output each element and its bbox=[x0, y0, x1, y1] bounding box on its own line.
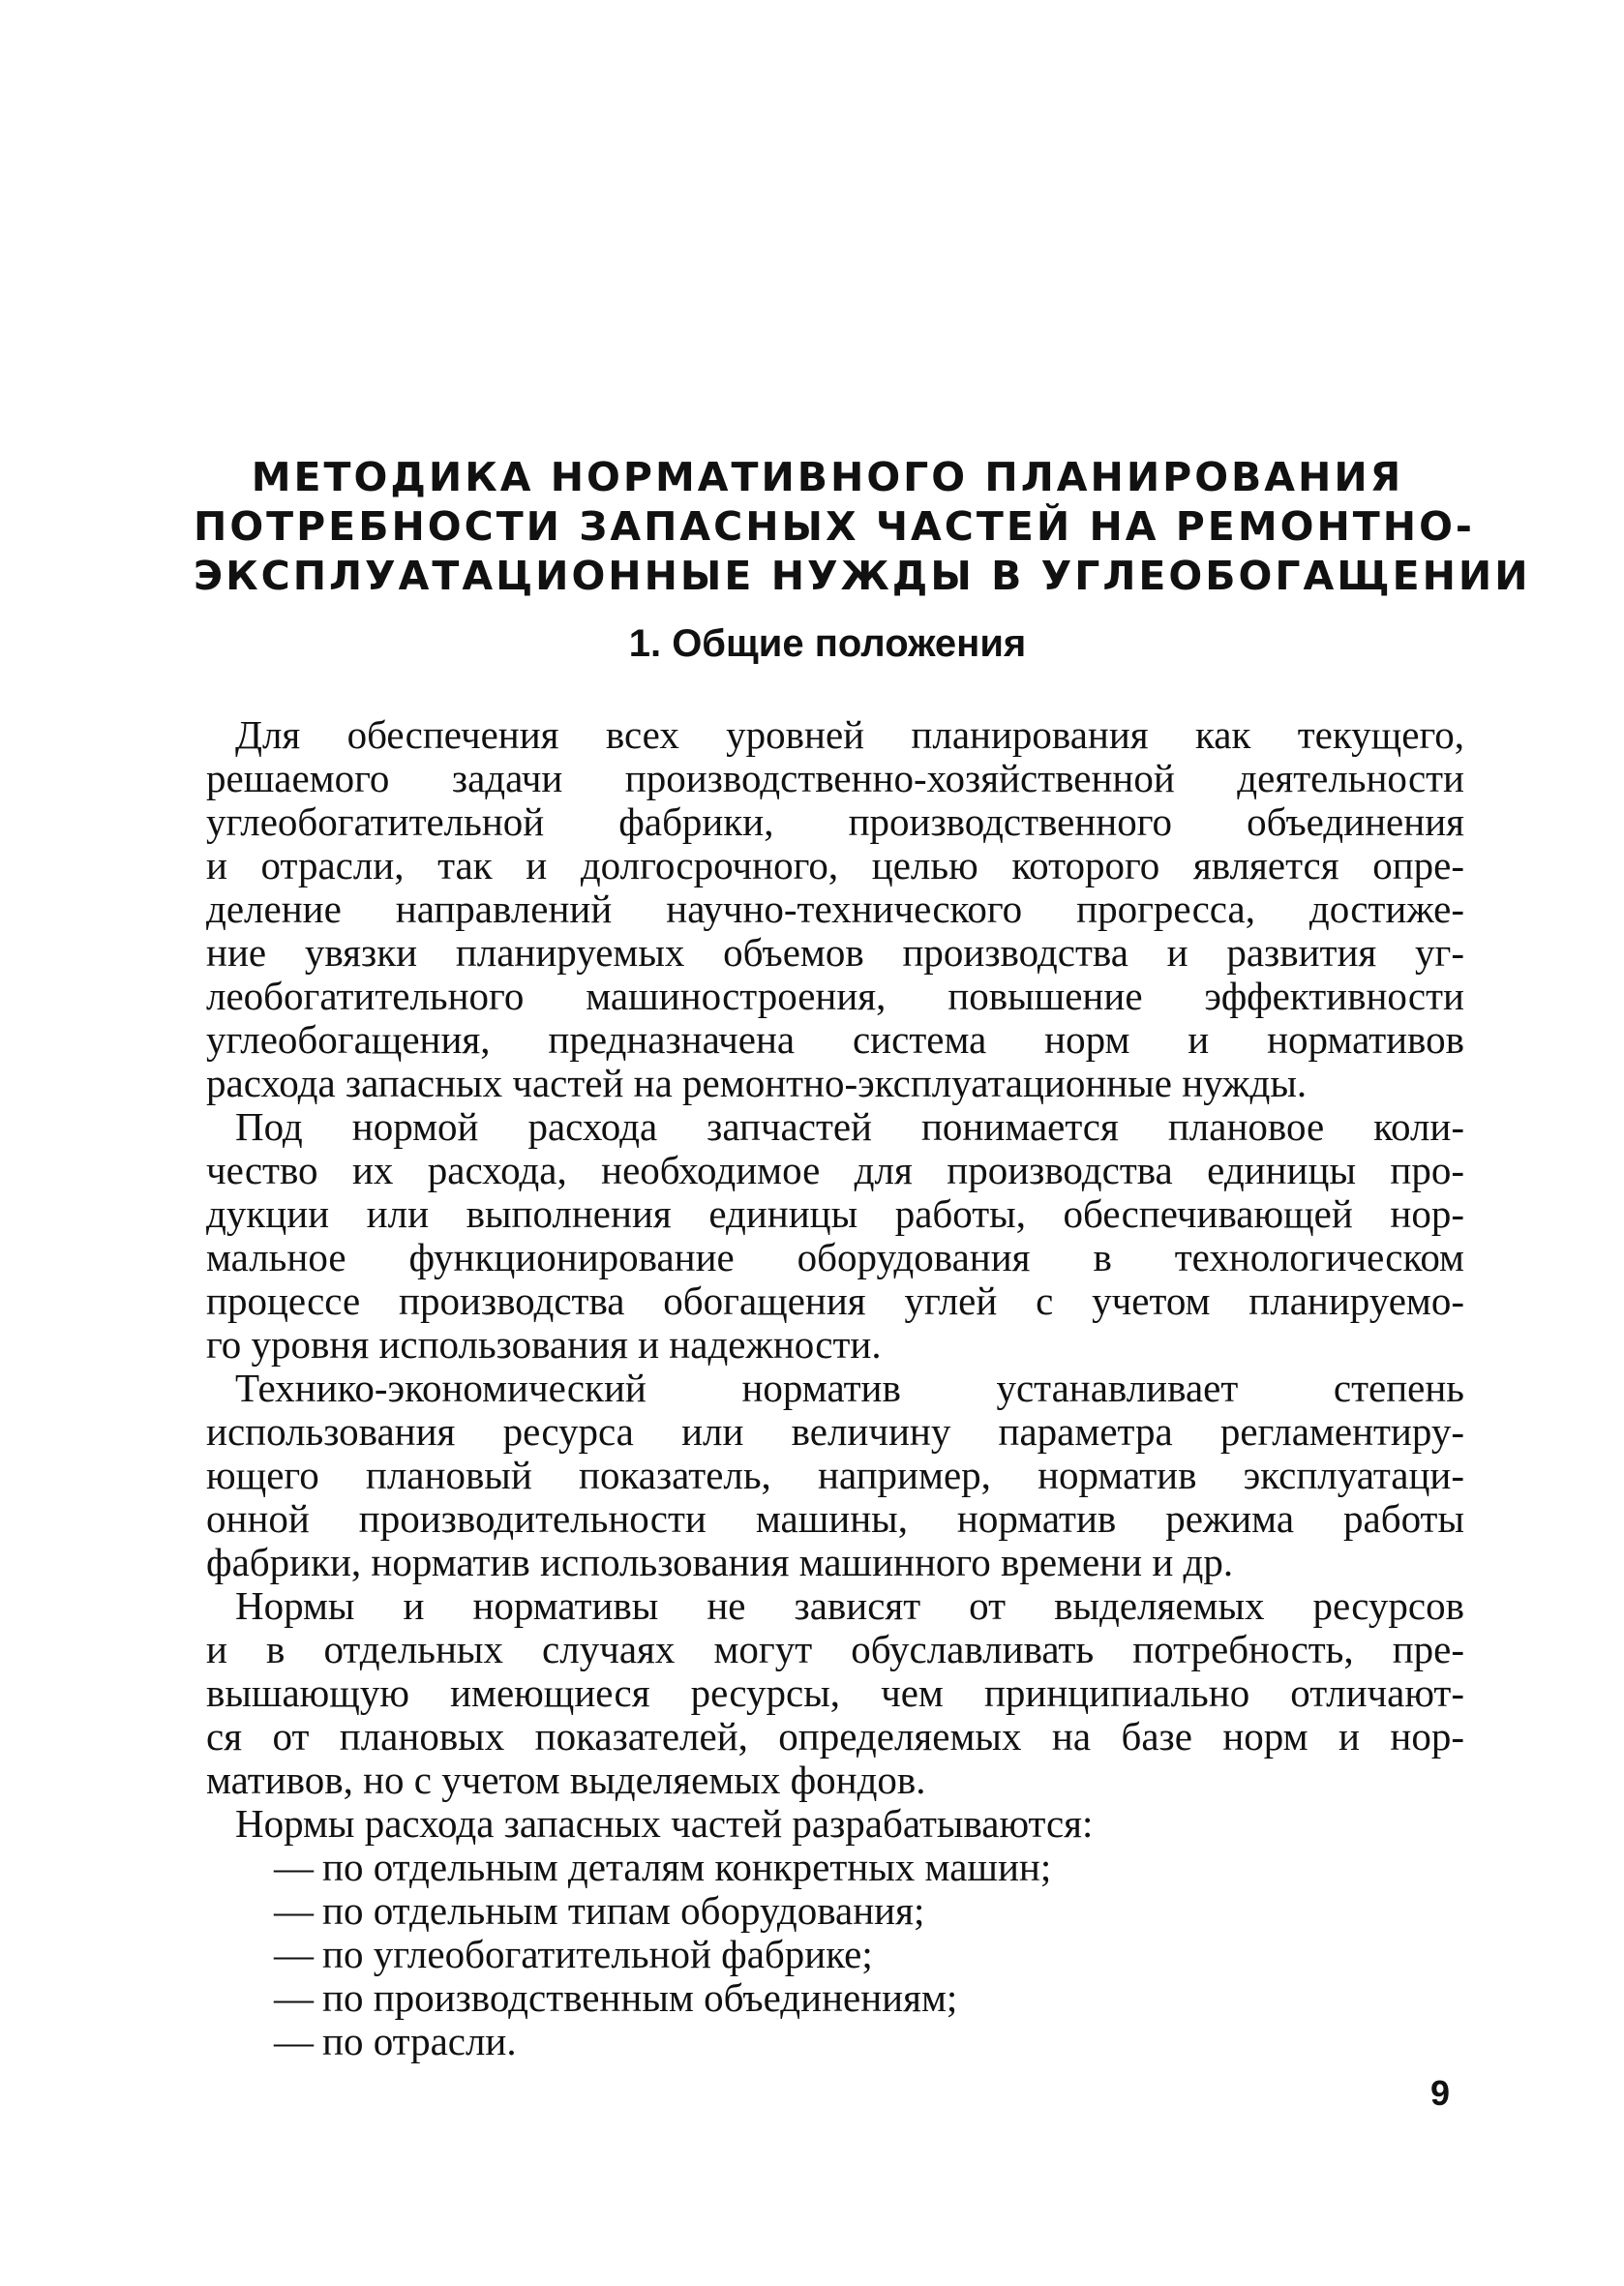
norms-list bbox=[206, 1846, 1464, 2063]
dash-marker: — bbox=[274, 1888, 314, 1933]
text-line: мальное функционирование оборудования в технологическом bbox=[206, 1235, 1464, 1279]
text-line: онной производительности машины, норматив режима работы bbox=[206, 1496, 1464, 1541]
list-item bbox=[274, 1976, 1464, 2020]
text-line: деление направлений научно-технического прогресса, достиже- bbox=[206, 887, 1464, 931]
list-item bbox=[274, 1933, 1464, 1976]
text-line: Нормы расхода запасных частей разрабатываются: bbox=[235, 1801, 1094, 1846]
list-item bbox=[274, 1846, 1464, 1889]
text-line: углеобогатительной фабрики, производственного объединения bbox=[206, 799, 1464, 844]
text-line: леобогатительного машиностроения, повышение эффективности bbox=[206, 974, 1464, 1018]
text-line: процессе производства обогащения углей с учетом планируемо- bbox=[206, 1278, 1464, 1323]
title-line: ПОТРЕБНОСТИ ЗАПАСНЫХ ЧАСТЕЙ НА РЕМОНТНО- bbox=[194, 503, 1475, 550]
list-item bbox=[274, 1889, 1464, 1933]
document-title bbox=[194, 453, 1531, 601]
list-item bbox=[274, 2020, 1464, 2063]
title-line: МЕТОДИКА НОРМАТИВНОГО ПЛАНИРОВАНИЯ bbox=[251, 454, 1404, 500]
page-number: 9 bbox=[1430, 2073, 1451, 2113]
text-line: мативов, но с учетом выделяемых фондов. bbox=[206, 1758, 926, 1802]
text-line: Для обеспечения всех уровней планирования как текущего, bbox=[235, 712, 1464, 757]
list-item-text: по отдельным деталям конкретных машин; bbox=[322, 1845, 1052, 1889]
paragraph-3 bbox=[206, 1367, 1464, 1584]
list-intro bbox=[206, 1802, 1464, 1846]
text-line: ющего плановый показатель, например, норматив эксплуатаци- bbox=[206, 1453, 1464, 1497]
list-item-text: по отдельным типам оборудования; bbox=[322, 1888, 925, 1933]
list-item-text: по производственным объединениям; bbox=[322, 1975, 958, 2020]
title-line: ЭКСПЛУАТАЦИОННЫЕ НУЖДЫ В УГЛЕОБОГАЩЕНИИ bbox=[194, 553, 1531, 599]
text-line: вышающую имеющиеся ресурсы, чем принципиально отличают- bbox=[206, 1670, 1464, 1715]
text-line: использования ресурса или величину параметра регламентиру- bbox=[206, 1409, 1464, 1454]
text-line: и отрасли, так и долгосрочного, целью которого является опре- bbox=[206, 843, 1464, 887]
dash-marker: — bbox=[274, 1975, 314, 2020]
text-line: ся от плановых показателей, определяемых на базе норм и нор- bbox=[206, 1714, 1464, 1759]
list-item-text: по отрасли. bbox=[322, 2019, 517, 2063]
text-line: фабрики, норматив использования машинного времени и др. bbox=[206, 1540, 1234, 1584]
text-line: расхода запасных частей на ремонтно-эксплуатационные нужды. bbox=[206, 1061, 1308, 1105]
dash-marker: — bbox=[274, 1845, 314, 1889]
body-text bbox=[206, 713, 1464, 2063]
dash-marker: — bbox=[274, 1932, 314, 1976]
text-line: углеобогащения, предназначена система норм и нормативов bbox=[206, 1017, 1464, 1062]
text-line: го уровня использования и надежности. bbox=[206, 1322, 882, 1367]
text-line: ние увязки планируемых объемов производства и развития уг- bbox=[206, 930, 1464, 975]
list-item-text: по углеобогатительной фабрике; bbox=[322, 1932, 873, 1976]
paragraph-4 bbox=[206, 1584, 1464, 1802]
text-line: решаемого задачи производственно-хозяйственной деятельности bbox=[206, 756, 1464, 800]
text-line: Под нормой расхода запчастей понимается плановое коли- bbox=[235, 1104, 1464, 1149]
text-line: Технико-экономический норматив устанавливает степень bbox=[235, 1366, 1464, 1410]
text-line: дукции или выполнения единицы работы, обеспечивающей нор- bbox=[206, 1191, 1464, 1236]
paragraph-2 bbox=[206, 1105, 1464, 1367]
text-line: и в отдельных случаях могут обуславливать потребность, пре- bbox=[206, 1627, 1464, 1671]
section-heading: 1. Общие положения bbox=[628, 622, 1027, 665]
paragraph-1 bbox=[206, 713, 1464, 1105]
text-line: Нормы и нормативы не зависят от выделяемых ресурсов bbox=[235, 1583, 1464, 1628]
text-line: чество их расхода, необходимое для производства единицы про- bbox=[206, 1148, 1464, 1192]
dash-marker: — bbox=[274, 2019, 314, 2063]
